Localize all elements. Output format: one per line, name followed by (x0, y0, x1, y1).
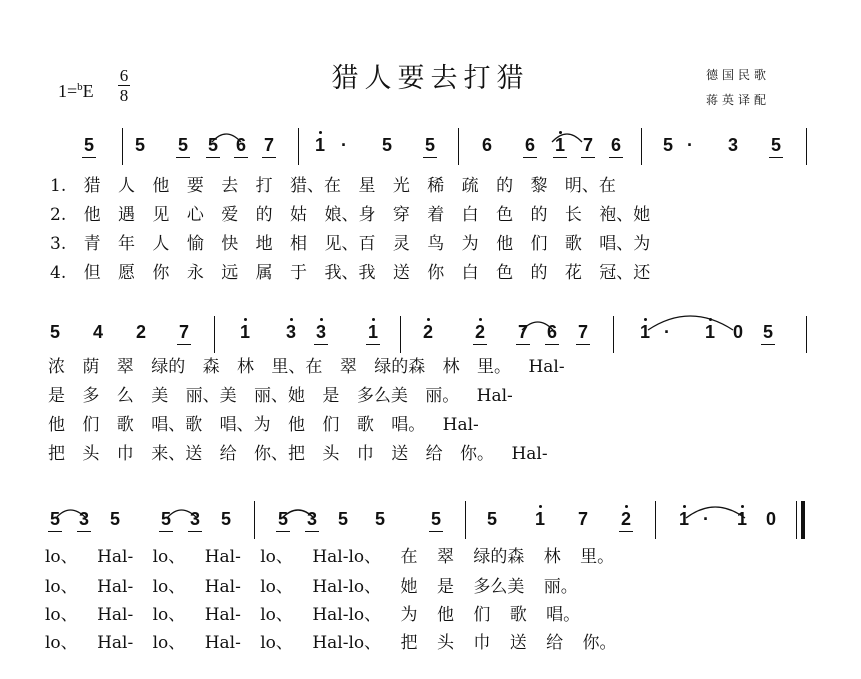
dot-extension: · (687, 135, 693, 155)
note-numeral: 5 (177, 135, 188, 155)
note-numeral: 5 (49, 322, 60, 342)
note-numeral: 5 (337, 509, 348, 529)
note-numeral: 7 (582, 135, 593, 155)
note-numeral: 5 (207, 135, 218, 155)
note-numeral: 1 (704, 322, 715, 342)
note-numeral: 7 (178, 322, 189, 342)
note-numeral: 5 (49, 509, 60, 529)
note-numeral: 2 (620, 509, 631, 529)
note-numeral: 1 (534, 509, 545, 529)
slur (212, 134, 241, 142)
tie (686, 507, 745, 518)
note-numeral: 5 (486, 509, 497, 529)
note-numeral: 1 (554, 135, 565, 155)
note-numeral: 1 (639, 322, 650, 342)
note-numeral: 2 (474, 322, 485, 342)
note-numeral: 5 (109, 509, 120, 529)
note-numeral: 3 (285, 322, 296, 342)
note-numeral: 3 (78, 509, 89, 529)
time-denominator: 8 (119, 86, 129, 105)
time-numerator: 6 (119, 66, 129, 85)
note-numeral: 1 (678, 509, 689, 529)
lyric-line-4: 把 头 巾 来、送 给 你、把 头 巾 送 给 你。 Hal- (48, 444, 548, 464)
note-numeral: 6 (546, 322, 557, 342)
dot-extension: · (341, 135, 347, 155)
lyric-line-2: 是 多 么 美 丽、美 丽、她 是 多么美 丽。 Hal- (48, 386, 513, 406)
note-numeral: 7 (517, 322, 528, 342)
note-numeral: 6 (481, 135, 492, 155)
note-numeral: 5 (662, 135, 673, 155)
credit-origin: 德国民歌 (706, 68, 771, 82)
lyric-line-3: lo、 Hal- lo、 Hal- lo、 Hal-lo、 为 他 们 歌 唱。 (45, 605, 581, 625)
note-numeral: 2 (135, 322, 146, 342)
lyric-line-2: lo、 Hal- lo、 Hal- lo、 Hal-lo、 她 是 多么美 丽。 (45, 577, 578, 597)
note-numeral: 5 (762, 322, 773, 342)
lyric-line-4: lo、 Hal- lo、 Hal- lo、 Hal-lo、 把 头 巾 送 给 你。 (45, 633, 617, 653)
note-numeral: 7 (577, 322, 588, 342)
slur (522, 322, 553, 330)
note-numeral: 5 (134, 135, 145, 155)
note-numeral: 6 (235, 135, 246, 155)
slur (56, 510, 86, 518)
lyric-line-3: 他 们 歌 唱、歌 唱、为 他 们 歌 唱。 Hal- (48, 415, 479, 435)
note-numeral: 5 (220, 509, 231, 529)
note-numeral: 5 (430, 509, 441, 529)
note-numeral: 5 (277, 509, 288, 529)
dot-extension: · (703, 509, 709, 529)
slur (552, 134, 582, 142)
note-numeral: 5 (374, 509, 385, 529)
slur (167, 510, 197, 518)
note-numeral: 5 (770, 135, 781, 155)
slur (282, 510, 314, 518)
note-numeral: 2 (422, 322, 433, 342)
note-numeral: 6 (610, 135, 621, 155)
credit-translator: 蒋英译配 (706, 93, 771, 107)
note-numeral: 6 (524, 135, 535, 155)
lyric-line-1: lo、 Hal- lo、 Hal- lo、 Hal-lo、 在 翠 绿的森 林 里。 (45, 547, 615, 567)
note-numeral: 3 (189, 509, 200, 529)
note-numeral: 5 (83, 135, 94, 155)
lyric-line-4: 4. 但 愿 你 永 远 属 于 我、我 送 你 白 色 的 花 冠、还 (50, 263, 651, 283)
note-numeral: 1 (736, 509, 747, 529)
note-numeral: 3 (727, 135, 738, 155)
note-numeral: 5 (381, 135, 392, 155)
lyric-line-3: 3. 青 年 人 愉 快 地 相 见、百 灵 鸟 为 他 们 歌 唱、为 (50, 234, 651, 254)
note-numeral: 5 (160, 509, 171, 529)
song-title: 猎人要去打猎 (331, 63, 530, 94)
note-numeral: 7 (263, 135, 274, 155)
lyric-line-1: 1. 猎 人 他 要 去 打 猎、在 星 光 稀 疏 的 黎 明、在 (50, 176, 616, 196)
lyric-line-2: 2. 他 遇 见 心 爱 的 姑 娘、身 穿 着 白 色 的 长 袍、她 (50, 205, 651, 225)
note-numeral: 1 (367, 322, 378, 342)
note-numeral: 5 (424, 135, 435, 155)
note-numeral: 1 (314, 135, 325, 155)
note-numeral: 0 (732, 322, 743, 342)
note-numeral: 1 (239, 322, 250, 342)
tie (648, 316, 733, 330)
note-numeral: 0 (765, 509, 776, 529)
key-signature: 1=$^b$E (58, 81, 94, 101)
note-numeral: 3 (306, 509, 317, 529)
lyric-line-1: 浓 荫 翠 绿的 森 林 里、在 翠 绿的森 林 里。 Hal- (48, 357, 565, 377)
note-numeral: 7 (577, 509, 588, 529)
note-numeral: 3 (315, 322, 326, 342)
note-numeral: 4 (92, 322, 103, 342)
dot-extension: · (664, 322, 670, 342)
